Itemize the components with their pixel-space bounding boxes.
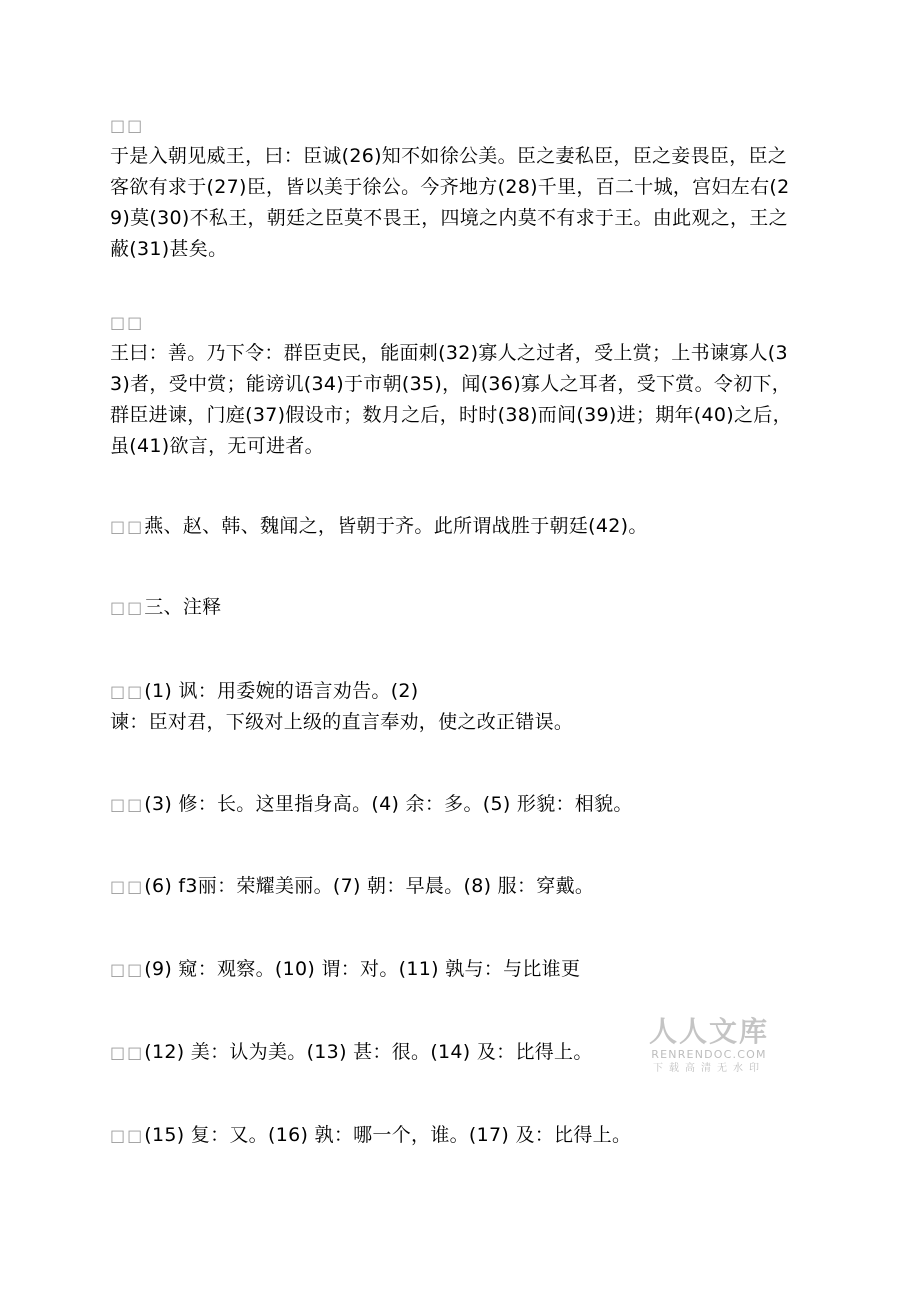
paragraph-marker: □□ — [110, 682, 145, 701]
paragraph-marker: □□ — [110, 877, 145, 896]
paragraph-marker: □□ — [110, 795, 145, 814]
paragraph-marker: □□ — [110, 1126, 145, 1145]
text-line: 虽(41)欲言，无可进者。 — [110, 435, 324, 457]
text-line: (6) f3丽：荣耀美丽。(7) 朝：早晨。(8) 服：穿戴。 — [144, 875, 595, 897]
note-9-11 — [110, 954, 810, 985]
paragraph-2 — [110, 307, 810, 462]
note-6-8 — [110, 871, 810, 902]
heading-text: 三、注释 — [144, 596, 222, 618]
text-line: 王曰：善。乃下令：群臣吏民，能面刺(32)寡人之过者，受上赏；上书谏寡人(3 — [110, 342, 788, 364]
paragraph-marker: □□ — [110, 313, 145, 332]
text-line: (3) 修：长。这里指身高。(4) 余：多。(5) 形貌：相貌。 — [144, 793, 633, 815]
paragraph-marker: □□ — [110, 960, 145, 979]
text-line: 燕、赵、韩、魏闻之，皆朝于齐。此所谓战胜于朝廷(42)。 — [144, 515, 648, 537]
section-heading — [110, 592, 810, 623]
paragraph-marker: □□ — [110, 116, 145, 135]
note-15-17 — [110, 1120, 810, 1151]
text-line: (12) 美：认为美。(13) 甚：很。(14) 及：比得上。 — [144, 1041, 593, 1063]
paragraph-1 — [110, 110, 810, 265]
note-1-2 — [110, 676, 810, 738]
text-line: 蔽(31)甚矣。 — [110, 238, 228, 260]
paragraph-marker: □□ — [110, 598, 145, 617]
watermark-url: RENRENDOC.COM — [651, 1048, 767, 1061]
text-line: 9)莫(30)不私王，朝廷之臣莫不畏王，四境之内莫不有求于王。由此观之，王之 — [110, 207, 788, 229]
watermark-subtitle: 下载高清无水印 — [653, 1063, 765, 1074]
text-line: (15) 复：又。(16) 孰：哪一个，谁。(17) 及：比得上。 — [144, 1124, 632, 1146]
watermark-title: 人人文库 — [648, 1015, 769, 1048]
paragraph-marker: □□ — [110, 1043, 145, 1062]
text-line: 于是入朝见威王，曰：臣诚(26)知不如徐公美。臣之妻私臣，臣之妾畏臣，臣之 — [110, 145, 788, 167]
text-line: (9) 窥：观察。(10) 谓：对。(11) 孰与：与比谁更 — [144, 958, 581, 980]
text-line: 谏：臣对君，下级对上级的直言奉劝，使之改正错误。 — [110, 711, 574, 733]
paragraph-3 — [110, 511, 810, 542]
paragraph-marker: □□ — [110, 517, 145, 536]
text-line: 群臣进谏，门庭(37)假设市；数月之后，时时(38)而间(39)进；期年(40)之后， — [110, 404, 792, 426]
watermark-logo — [643, 1016, 775, 1076]
text-line: 客欲有求于(27)臣，皆以美于徐公。今齐地方(28)千里，百二十城，宫妇左右(2 — [110, 176, 790, 198]
text-line: 3)者，受中赏；能谤讥(34)于市朝(35)，闻(36)寡人之耳者，受下赏。令初下， — [110, 373, 792, 395]
note-3-5 — [110, 789, 810, 820]
text-line: (1) 讽：用委婉的语言劝告。(2) — [144, 680, 419, 702]
